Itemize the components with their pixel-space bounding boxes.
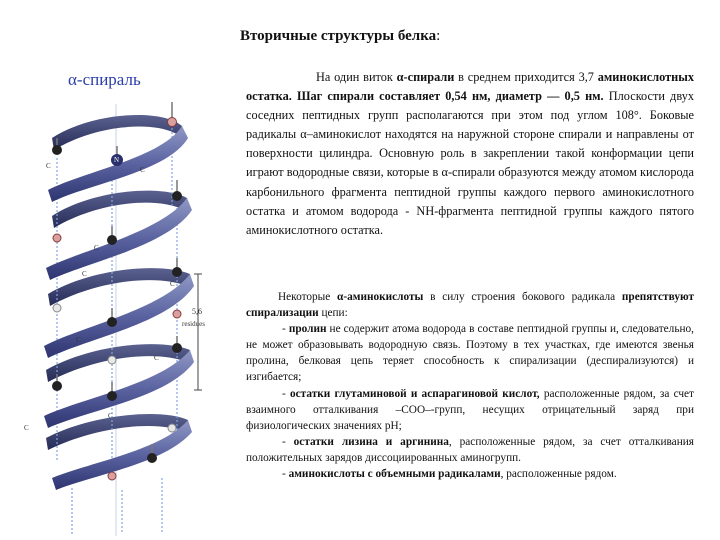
- helix-description: На один виток α-спирали в среднем приходится 3,7 аминокислотных остатка. Шаг спирали составляет 0,54 нм, диаметр — 0,5 нм. Плоскости двух соседних пептидных групп располагаются при этом под углом 108°. Боковые радикалы α–аминокислот находятся на наружной стороне спирали и направлены от поверхности цилиндра. Основную роль в закреплении такой конформации цепи играют водородные связи, которые в α-спирали образуются между атомом кислорода карбонильного фрагмента пептидной группы каждого первого аминокислотного остатка и атомом водорода - NH-фрагмента пептидной группы каждого пятого аминокислотного остатка.: [246, 70, 694, 237]
- label-c6: C: [76, 336, 81, 344]
- alpha-helix-figure: [12, 98, 240, 538]
- helix-disruption-text: [246, 289, 694, 482]
- label-c2: C: [140, 166, 145, 174]
- para2-line2: - пролин не содержит атома водорода в составе пептидной группы и, следовательно, не может образовывать водородную связь. Поэтому в тех участках, где имеются звенья пролина, белковая цепь теряет способность к спирализации (деспирализуются) и изгибается;: [246, 323, 694, 384]
- para2-line5: - аминокислоты с объемными радикалами, расположенные рядом.: [282, 468, 617, 481]
- pitch-unit: residues: [182, 320, 205, 328]
- label-c9: C: [24, 424, 29, 432]
- para2-line4: - остатки лизина и аргинина, расположенные рядом, за счет отталкивания положительных зарядов диссоциированных аминогрупп.: [246, 435, 694, 464]
- para2-line3: - остатки глутаминовой и аспарагиновой кислот, расположенные рядом, за счет взаимного отталкивания –СОО–-групп, несущих отрицательный заряд при физиологических значениях рН;: [246, 387, 694, 432]
- alpha-helix-illustration: [12, 98, 240, 538]
- page-title: [240, 28, 540, 45]
- para2-line1: Некоторые α-аминокислоты в силу строения бокового радикала препятствуют спирализации цепи:: [246, 291, 694, 320]
- label-c5: C: [170, 280, 175, 288]
- pitch-bracket: [194, 274, 202, 390]
- pitch-value: 5,6: [192, 307, 202, 316]
- label-c8: C: [108, 412, 113, 420]
- bottom-bonds: [72, 478, 162, 534]
- label-c7: C: [154, 354, 159, 362]
- alpha-helix-label: α-спираль: [68, 70, 141, 89]
- label-c3: C: [94, 244, 99, 252]
- label-c4: C: [82, 270, 87, 278]
- label-n: N: [114, 156, 120, 164]
- page-title-suffix: :: [436, 28, 441, 44]
- label-c1: C: [46, 162, 51, 170]
- page-title-main: Вторичные структуры белка: [240, 28, 437, 44]
